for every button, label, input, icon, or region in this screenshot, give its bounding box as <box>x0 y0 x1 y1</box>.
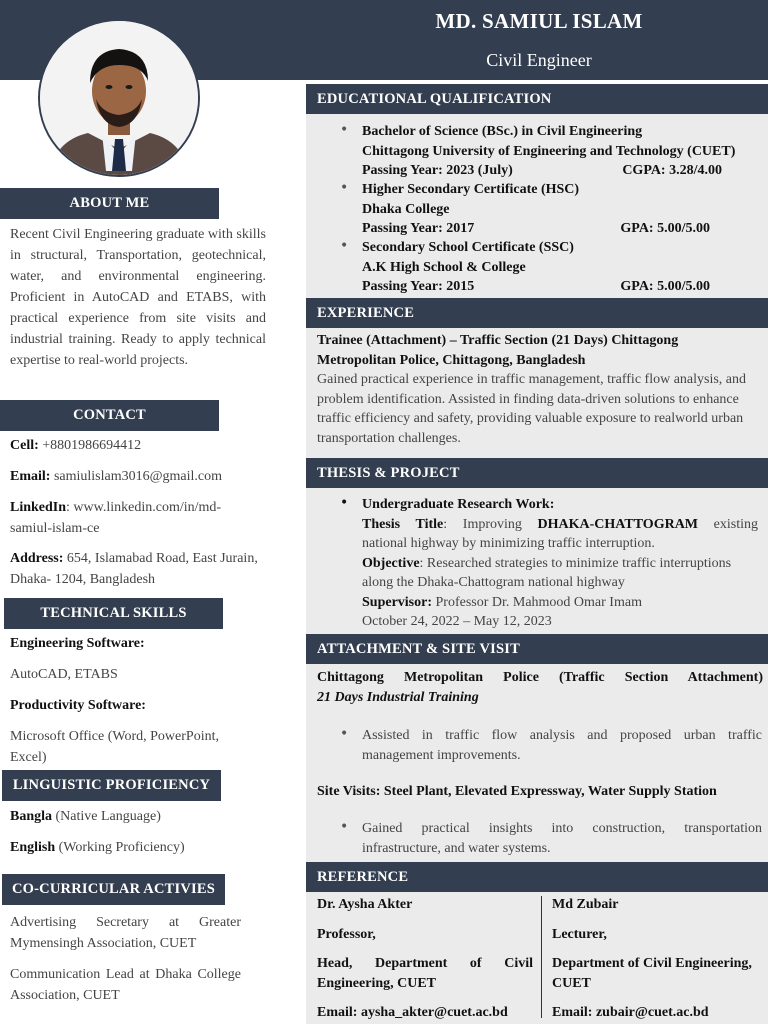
reference-email <box>552 1003 766 1023</box>
language-item <box>10 837 266 858</box>
eng-label: Engineering Software: <box>10 636 145 651</box>
contact-email <box>10 466 266 487</box>
cell-value: +8801986694412 <box>42 438 142 453</box>
reference-email <box>317 1003 539 1023</box>
linkedin-label: LinkedIn <box>10 500 67 515</box>
reference-name <box>552 895 766 915</box>
site-visits-text: Site Visits: Steel Plant, Elevated Expressway, Water Supply Station <box>317 784 717 799</box>
degree: Higher Secondary Certificate (HSC) <box>362 182 580 197</box>
cell-label: Cell: <box>10 438 39 453</box>
about-heading: ABOUT ME <box>0 188 219 219</box>
bullet-icon: • <box>340 726 349 742</box>
ref-name-text: Dr. Aysha Akter <box>317 897 413 912</box>
reference-divider <box>541 896 542 1018</box>
objective-text: : Researched strategies to minimize traffic interruptions along the Dhaka-Chattogram national highway <box>362 555 732 590</box>
reference-dept <box>317 954 533 993</box>
language-item <box>10 806 266 827</box>
skills-eng-label <box>10 633 266 654</box>
address-label: Address: <box>10 551 64 566</box>
contact-cell <box>10 435 266 456</box>
reference-position <box>317 925 533 945</box>
reference-dept <box>552 954 766 993</box>
about-text: Recent Civil Engineering graduate with skills in structural, Transportation, geotechnical, water, and environmental engineering. Proficient in AutoCAD and ETABS, with practical experience from site visits and industrial training. Ready to apply technical expertise to real-world projects. <box>10 227 266 368</box>
language-name: English <box>10 840 56 855</box>
bullet-icon: • <box>340 122 349 138</box>
education-item <box>362 238 758 297</box>
grade: GPA: 5.00/5.00 <box>620 279 710 294</box>
candidate-name: MD. SAMIUL ISLAM <box>435 9 643 33</box>
cocurricular-item: Communication Lead at Dhaka College Association, CUET <box>10 967 241 1003</box>
supervisor-name: Professor Dr. Mahmood Omar Imam <box>432 594 642 610</box>
ref-position-text: Professor, <box>317 927 376 942</box>
experience-role <box>317 331 759 370</box>
skills-prod: Microsoft Office (Word, PowerPoint, Excel) <box>10 729 219 765</box>
cocurricular-heading: CO-CURRICULAR ACTIVIES <box>2 874 225 905</box>
attachment-org <box>317 668 763 688</box>
thesis-subheading: Undergraduate Research Work: <box>362 497 555 512</box>
email-link[interactable]: samiulislam3016@gmail.com <box>53 469 222 484</box>
skills-eng: AutoCAD, ETABS <box>10 667 118 682</box>
reference-name <box>317 895 533 915</box>
site-visit-bullet: Gained practical insights into construction, transportation infrastructure, and water systems. <box>362 821 762 856</box>
experience-description: Gained practical experience in traffic management, traffic flow analysis, and problem identification. Assisted in finding data-driven solutions to enhance traffic efficiency and safety, providing valuable exposure to realworld urban transportation challenges. <box>317 372 747 446</box>
thesis-details <box>362 495 758 632</box>
language-level: (Native Language) <box>52 809 161 824</box>
bullet-icon: • <box>340 495 349 511</box>
attachment-training <box>317 688 763 708</box>
thesis-title-label: Thesis Title <box>362 516 444 532</box>
cocurricular-item: Advertising Secretary at Greater Mymensingh Association, CUET <box>10 915 241 951</box>
ref-dept-text: Head, Department of Civil Engineering, CUET <box>317 956 533 991</box>
passing-year: Passing Year: 2023 (July) <box>362 163 513 178</box>
thesis-title-bold: DHAKA-CHATTOGRAM <box>537 516 699 532</box>
objective-label: Objective <box>362 555 420 571</box>
passing-year: Passing Year: 2015 <box>362 279 475 294</box>
thesis-title-post: existing national highway by minimizing traffic interruption. <box>362 516 758 551</box>
grade: GPA: 5.00/5.00 <box>620 221 710 236</box>
contact-heading: CONTACT <box>0 400 219 431</box>
thesis-dates: October 24, 2022 – May 12, 2023 <box>362 614 552 629</box>
degree: Secondary School Certificate (SSC) <box>362 240 574 255</box>
passing-year: Passing Year: 2017 <box>362 221 475 236</box>
thesis-heading: THESIS & PROJECT <box>306 458 768 488</box>
education-item <box>362 122 758 181</box>
bullet-icon: • <box>340 238 349 254</box>
reference-position <box>552 925 766 945</box>
ref-name-text: Md Zubair <box>552 897 619 912</box>
profile-photo <box>38 19 200 177</box>
skills-heading: TECHNICAL SKILLS <box>4 598 223 629</box>
degree: Bachelor of Science (BSc.) in Civil Engineering <box>362 124 643 139</box>
school: Dhaka College <box>362 201 450 217</box>
bullet-icon: • <box>340 180 349 196</box>
candidate-role: Civil Engineer <box>486 50 592 70</box>
skills-prod-label <box>10 695 266 716</box>
attachment-org-text: Chittagong Metropolitan Police (Traffic Section Attachment) <box>317 670 763 685</box>
bullet-icon: • <box>340 819 349 835</box>
language-name: Bangla <box>10 809 53 824</box>
school: A.K High School & College <box>362 259 526 275</box>
ref-position-text: Lecturer, <box>552 927 607 942</box>
experience-role-text: Trainee (Attachment) – Traffic Section (21 Days) Chittagong Metropolitan Police, Chittagong, Bangladesh <box>317 333 679 368</box>
experience-heading: EXPERIENCE <box>306 298 768 328</box>
site-visits <box>317 782 763 802</box>
education-item <box>362 180 758 239</box>
contact-address <box>10 548 260 590</box>
linkedin-link[interactable]: : www.linkedin.com/in/md-samiul-islam-ce <box>10 500 222 536</box>
education-heading: EDUCATIONAL QUALIFICATION <box>306 84 768 114</box>
reference-heading: REFERENCE <box>306 862 768 892</box>
email-label: Email: <box>10 469 51 484</box>
address-value: 654, Islamabad Road, East Jurain, Dhaka- 1204, Bangladesh <box>10 551 258 587</box>
training-text: 21 Days Industrial Training <box>317 690 479 705</box>
thesis-title-pre: : Improving <box>443 516 538 532</box>
attachment-bullet: Assisted in traffic flow analysis and proposed urban traffic management improvements. <box>362 728 762 763</box>
contact-linkedin <box>10 497 260 539</box>
language-level: (Working Proficiency) <box>55 840 185 855</box>
attachment-heading: ATTACHMENT & SITE VISIT <box>306 634 768 664</box>
grade: CGPA: 3.28/4.00 <box>622 163 722 178</box>
prod-label: Productivity Software: <box>10 698 146 713</box>
ref-email-link[interactable]: Email: aysha_akter@cuet.ac.bd <box>317 1005 508 1020</box>
ref-dept-text: Department of Civil Engineering, CUET <box>552 956 752 991</box>
supervisor-label: Supervisor: <box>362 594 432 610</box>
languages-heading: LINGUISTIC PROFICIENCY <box>2 770 221 801</box>
school: Chittagong University of Engineering and Technology (CUET) <box>362 143 736 159</box>
ref-email-link[interactable]: Email: zubair@cuet.ac.bd <box>552 1005 709 1020</box>
